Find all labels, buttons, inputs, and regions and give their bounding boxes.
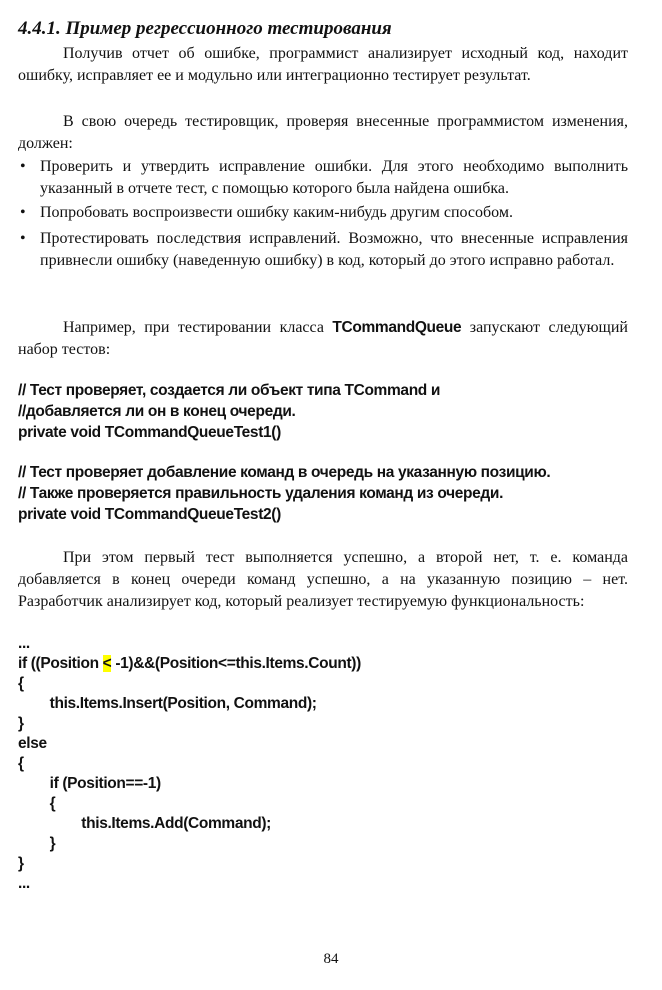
paragraph-intro: Получив отчет об ошибке, программист анализирует исходный код, находит ошибку, исправляет ее и модульно или интеграционно тестирует результат. xyxy=(18,45,628,84)
bullet-dot-icon: • xyxy=(20,230,26,247)
code-line: ... xyxy=(18,875,30,892)
bullet-text: Протестировать последствия исправлений. Возможно, что внесенные исправления привнесли ошибку (наведенную ошибку) в код, который до этого исправно работал. xyxy=(40,230,628,269)
code-line-condition xyxy=(18,654,361,674)
bullet-text: Проверить и утвердить исправление ошибки. Для этого необходимо выполнить указанный в отчете тест, с помощью которого была найдена ошибка. xyxy=(40,158,628,197)
code-line: } xyxy=(18,855,24,872)
paragraph-tester-duties: В свою очередь тестировщик, проверяя внесенные программистом изменения, должен: xyxy=(18,113,628,152)
code-line: this.Items.Add(Command); xyxy=(18,815,271,832)
test-comment-line: // Также проверяется правильность удаления команд из очереди. xyxy=(18,485,504,502)
code-line: } xyxy=(18,715,24,732)
section-heading: 4.4.1. Пример регрессионного тестирования xyxy=(18,18,392,39)
page-number: 84 xyxy=(323,951,339,967)
bullet-item xyxy=(18,156,628,200)
code-line: { xyxy=(18,795,56,812)
code-line: this.Items.Insert(Position, Command); xyxy=(18,695,317,712)
paragraph-analysis: При этом первый тест выполняется успешно, а второй нет, т. е. команда добавляется в конец очереди команд успешно, а на указанную позицию – нет. Разработчик анализирует код, который реализует тестируемую функциональность: xyxy=(18,549,628,610)
bullet-item xyxy=(18,228,628,272)
example-text-start: Например, при тестировании класса xyxy=(63,319,333,336)
code-fragment: if ((Position xyxy=(18,655,103,672)
code-fragment: -1)&&(Position<=this.Items.Count)) xyxy=(111,655,361,672)
code-line: ... xyxy=(18,635,30,652)
bullet-item xyxy=(18,202,628,224)
highlighted-operator: < xyxy=(102,655,112,672)
code-line: else xyxy=(18,735,47,752)
test-signature-line: private void TCommandQueueTest2() xyxy=(18,506,281,523)
bullet-dot-icon: • xyxy=(20,204,26,221)
code-line: { xyxy=(18,755,24,772)
example-text-end: запускают следующий набор тестов: xyxy=(18,319,628,358)
paragraph-example xyxy=(18,317,628,361)
test-comment-line: // Тест проверяет добавление команд в очередь на указанную позицию. xyxy=(18,464,551,481)
code-line: } xyxy=(18,835,56,852)
test-comment-line: // Тест проверяет, создается ли объект типа TCommand и xyxy=(18,382,441,399)
bullet-text: Попробовать воспроизвести ошибку каким-нибудь другим способом. xyxy=(40,204,513,221)
bullet-dot-icon: • xyxy=(20,158,26,175)
class-name-inline: TCommandQueue xyxy=(332,319,462,336)
code-line: if (Position==-1) xyxy=(18,775,161,792)
code-line: { xyxy=(18,675,24,692)
test-comment-line: //добавляется ли он в конец очереди. xyxy=(18,403,296,420)
test-signature-line: private void TCommandQueueTest1() xyxy=(18,424,281,441)
